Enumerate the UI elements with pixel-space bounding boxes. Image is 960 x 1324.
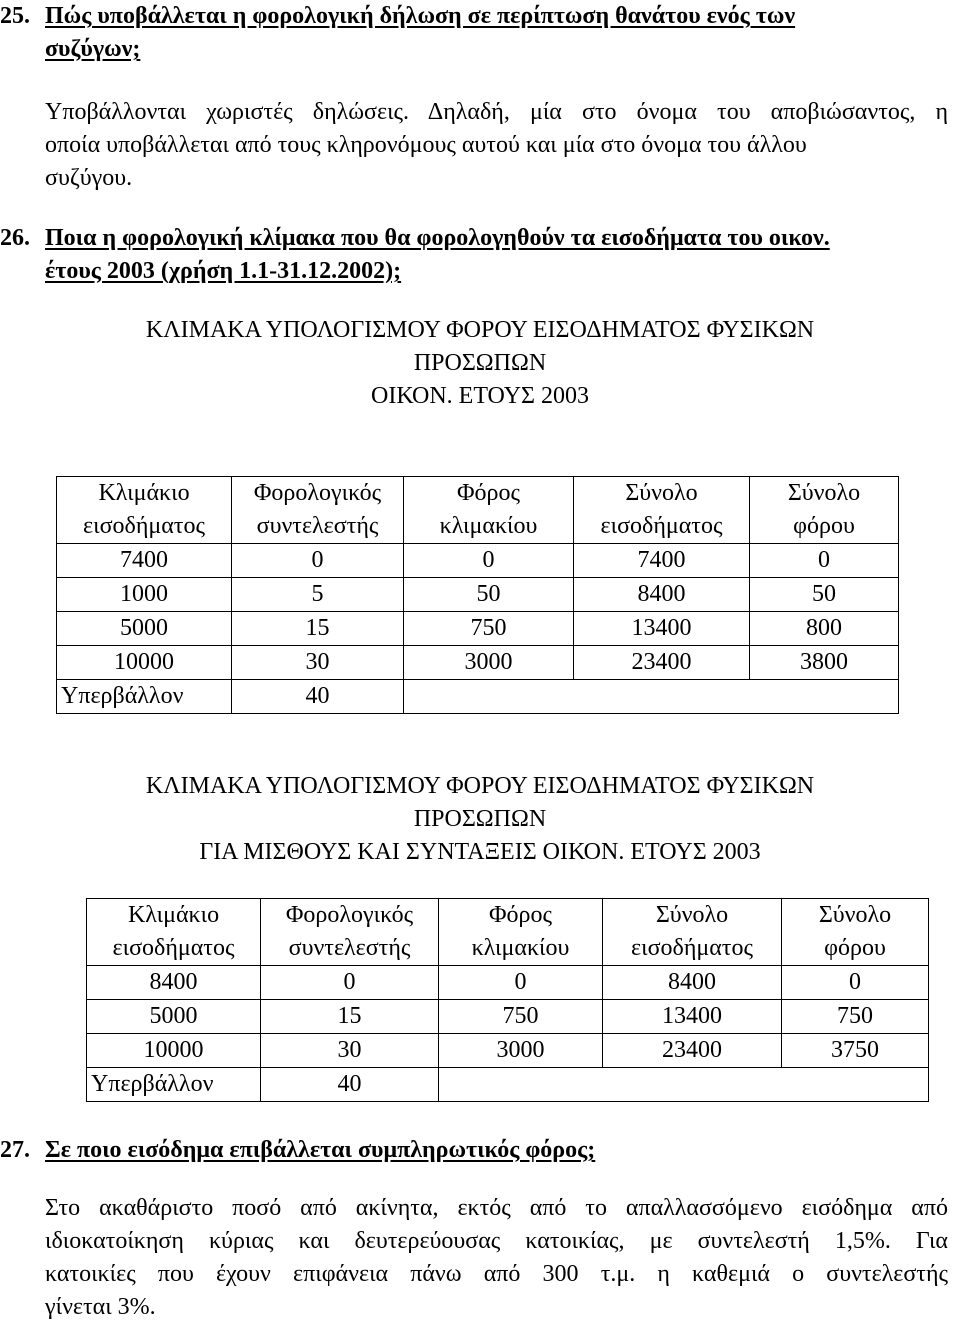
table-cell: 7400 <box>57 544 232 578</box>
question-27-title <box>0 1134 595 1167</box>
question-26-number: 26. <box>0 225 30 251</box>
table-row <box>57 578 899 612</box>
table-cell: 3750 <box>782 1034 929 1068</box>
table-cell: 7400 <box>574 544 750 578</box>
question-25-title-line-2: συζύγων; <box>45 36 141 62</box>
table-row <box>57 612 899 646</box>
table-row <box>87 1034 929 1068</box>
table-cell: 23400 <box>574 646 750 680</box>
table-row <box>57 646 899 680</box>
heading-line: ΓΙΑ ΜΙΣΘΟΥΣ ΚΑΙ ΣΥΝΤΑΞΕΙΣ ΟΙΚΟΝ. ΕΤΟΥΣ 2003 <box>199 839 761 865</box>
question-25-title-line-1: Πώς υποβάλλεται η φορολογική δήλωση σε περίπτωση θανάτου ενός των <box>45 3 796 29</box>
table-cell: 0 <box>232 544 404 578</box>
table-cell: 30 <box>232 646 404 680</box>
table-cell: 8400 <box>574 578 750 612</box>
table-cell: 15 <box>232 612 404 646</box>
question-27-title-text: Σε ποιο εισόδημα επιβάλλεται συμπληρωτικός φόρος; <box>45 1137 596 1163</box>
table-cell: 0 <box>750 544 899 578</box>
tax-scale-table-2 <box>86 898 929 1102</box>
table-cell: 0 <box>439 966 603 1000</box>
answer-line: Στο ακαθάριστο ποσό από ακίνητα, εκτός από το απαλλασσόμενο εισόδημα από <box>45 1195 948 1221</box>
table-cell: 5 <box>232 578 404 612</box>
table-cell: 40 <box>232 680 404 714</box>
table-cell: Υπερβάλλον <box>57 680 232 714</box>
table-cell: 50 <box>404 578 574 612</box>
question-27-number: 27. <box>0 1137 30 1163</box>
table-cell: 750 <box>782 1000 929 1034</box>
question-25-number: 25. <box>0 3 30 29</box>
answer-line: οποία υποβάλλεται από τους κληρονόμους αυτού και μία στο όνομα του άλλου <box>45 132 807 158</box>
table-cell: 40 <box>261 1068 439 1102</box>
column-header: Σύνολο εισοδήματος <box>603 899 782 966</box>
answer-line: κατοικίες που έχουν επιφάνεια πάνω από 300 τ.μ. η καθεμιά ο συντελεστής <box>45 1261 948 1287</box>
question-26-title-line-1: Ποια η φορολογική κλίμακα που θα φορολογηθούν τα εισοδήματα του οικον. <box>45 225 830 251</box>
table-cell: 8400 <box>603 966 782 1000</box>
table-cell: 3000 <box>439 1034 603 1068</box>
table-cell: 15 <box>261 1000 439 1034</box>
question-25-answer <box>45 96 948 195</box>
table-cell-empty <box>404 680 899 714</box>
table-row-excess <box>87 1068 929 1102</box>
question-26-title-line-2: έτους 2003 (χρήση 1.1-31.12.2002); <box>45 258 402 284</box>
table-row <box>87 966 929 1000</box>
table-cell: 0 <box>404 544 574 578</box>
table-cell: 30 <box>261 1034 439 1068</box>
table-cell: 5000 <box>87 1000 261 1034</box>
table-header-row <box>57 477 899 544</box>
table-cell: 10000 <box>87 1034 261 1068</box>
answer-line: ιδιοκατοίκηση κύριας και δευτερεύουσας κατοικίας, με συντελεστή 1,5%. Για <box>45 1228 948 1254</box>
column-header: Φορολογικός συντελεστής <box>232 477 404 544</box>
table-cell: 1000 <box>57 578 232 612</box>
column-header: Κλιμάκιο εισοδήματος <box>87 899 261 966</box>
column-header: Κλιμάκιο εισοδήματος <box>57 477 232 544</box>
table-cell-empty <box>439 1068 929 1102</box>
table-row <box>87 1000 929 1034</box>
heading-line: ΟΙΚΟΝ. ΕΤΟΥΣ 2003 <box>371 383 589 409</box>
question-25-title <box>0 0 795 66</box>
question-26-title <box>0 222 830 288</box>
table-cell: 13400 <box>603 1000 782 1034</box>
column-header: Φορολογικός συντελεστής <box>261 899 439 966</box>
table-cell: 13400 <box>574 612 750 646</box>
column-header: Σύνολο εισοδήματος <box>574 477 750 544</box>
table-cell: 750 <box>404 612 574 646</box>
table-row-excess <box>57 680 899 714</box>
table-cell: 0 <box>782 966 929 1000</box>
table-cell: Υπερβάλλον <box>87 1068 261 1102</box>
table-header-row <box>87 899 929 966</box>
table-row <box>57 544 899 578</box>
answer-line: συζύγου. <box>45 165 133 191</box>
table-cell: 3000 <box>404 646 574 680</box>
table-cell: 23400 <box>603 1034 782 1068</box>
table-cell: 5000 <box>57 612 232 646</box>
column-header: Φόρος κλιμακίου <box>404 477 574 544</box>
answer-line: γίνεται 3%. <box>45 1294 156 1320</box>
column-header: Σύνολο φόρου <box>750 477 899 544</box>
column-header: Φόρος κλιμακίου <box>439 899 603 966</box>
heading-line: ΚΛΙΜΑΚΑ ΥΠΟΛΟΓΙΣΜΟΥ ΦΟΡΟΥ ΕΙΣΟΔΗΜΑΤΟΣ ΦΥΣΙΚΩΝ <box>145 773 815 799</box>
tax-scale-table-1 <box>56 476 899 714</box>
column-header: Σύνολο φόρου <box>782 899 929 966</box>
heading-line: ΠΡΟΣΩΠΩΝ <box>413 350 547 376</box>
table-cell: 750 <box>439 1000 603 1034</box>
table-cell: 800 <box>750 612 899 646</box>
heading-line: ΠΡΟΣΩΠΩΝ <box>413 806 547 832</box>
answer-line: Υποβάλλονται χωριστές δηλώσεις. Δηλαδή, μία στο όνομα του αποβιώσαντος, η <box>45 99 948 125</box>
table-cell: 50 <box>750 578 899 612</box>
table-cell: 10000 <box>57 646 232 680</box>
heading-line: ΚΛΙΜΑΚΑ ΥΠΟΛΟΓΙΣΜΟΥ ΦΟΡΟΥ ΕΙΣΟΔΗΜΑΤΟΣ ΦΥΣΙΚΩΝ <box>145 317 815 343</box>
table-2-heading <box>0 770 960 869</box>
table-cell: 8400 <box>87 966 261 1000</box>
table-1-heading <box>0 314 960 413</box>
table-cell: 3800 <box>750 646 899 680</box>
question-27-answer <box>45 1192 948 1324</box>
table-cell: 0 <box>261 966 439 1000</box>
